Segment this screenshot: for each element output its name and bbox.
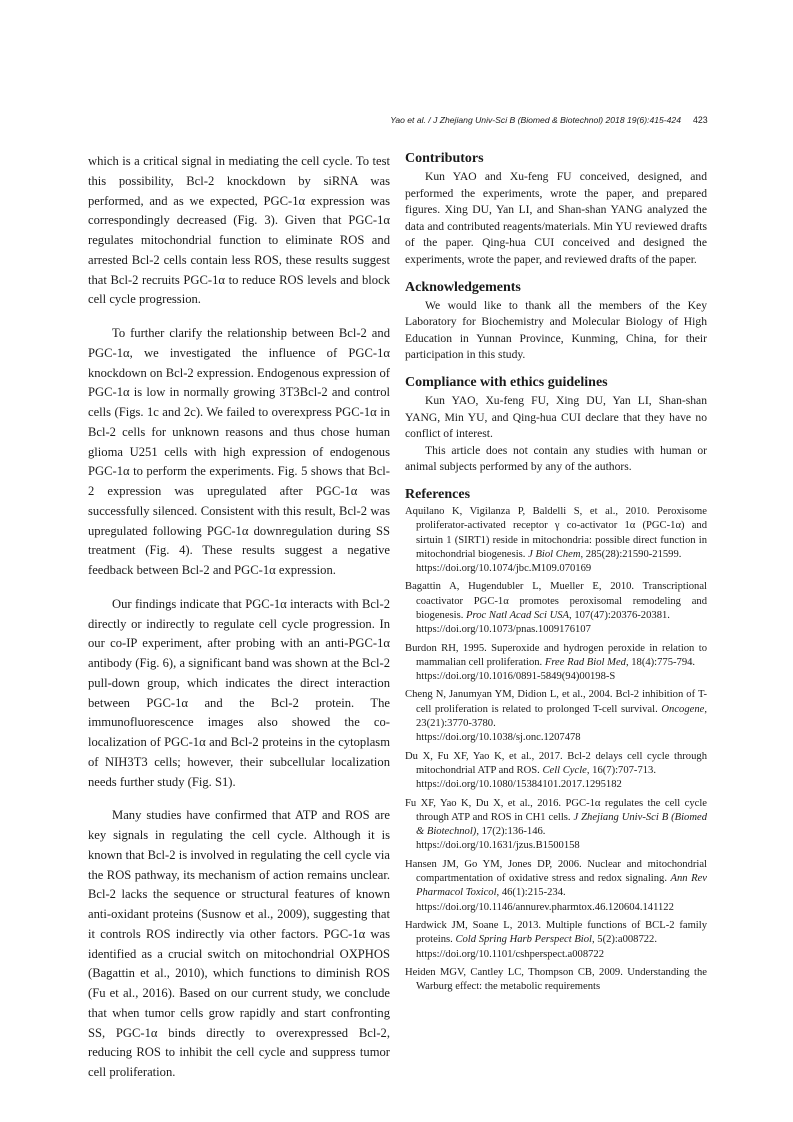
running-title: Yao et al. / J Zhejiang Univ-Sci B (Biomed & Biotechnol) 2018 19(6):415-424 bbox=[390, 115, 681, 125]
reference-doi[interactable]: https://doi.org/10.1080/15384101.2017.1295182 bbox=[416, 779, 622, 791]
reference-item: Cheng N, Janumyan YM, Didion L, et al., 2004. Bcl-2 inhibition of T-cell proliferation is related to prolonged T-cell survival. Oncogene, 23(21):3770-3780. https://doi.org/10.1038/sj.onc.1207478 bbox=[405, 688, 707, 745]
reference-doi[interactable]: https://doi.org/10.1038/sj.onc.1207478 bbox=[416, 732, 581, 744]
body-paragraph: To further clarify the relationship between Bcl-2 and PGC-1α, we investigated the influence of PGC-1α knockdown on Bcl-2 expression. Endogenous expression of PGC-1α is low in normally growing 3T3Bcl-2 and control cells (Figs. 1c and 2c). We failed to overexpress PGC-1α in Bcl-2 cells for unknown reasons and thus chose human glioma U251 cells with high expression of endogenous PGC-1α to perform the experiments. Fig. 5 shows that Bcl-2 expression was upregulated after PGC-1α was successfully silenced. Consistent with this result, Bcl-2 was upregulated following PGC-1α downregulation during SS treatment (Fig. 4). These results suggest a negative feedback between Bcl-2 and PGC-1α expression. bbox=[88, 326, 390, 577]
reference-item: Hardwick JM, Soane L, 2013. Multiple functions of BCL-2 family proteins. Cold Spring Harb Perspect Biol, 5(2):a008722. https://doi.org/10.1101/cshperspect.a008722 bbox=[405, 919, 707, 962]
reference-item: Burdon RH, 1995. Superoxide and hydrogen peroxide in relation to mammalian cell proliferation. Free Rad Biol Med, 18(4):775-794. https://doi.org/10.1016/0891-5849(94)00198-S bbox=[405, 642, 707, 685]
reference-doi[interactable]: https://doi.org/10.1101/cshperspect.a008722 bbox=[416, 948, 605, 960]
acknowledgements-text: We would like to thank all the members of the Key Laboratory for Biochemistry and Molecular Biology of High Education in Yunnan Province, Kunming, China, for their participation in this study. bbox=[405, 298, 707, 362]
page-number: 423 bbox=[693, 115, 708, 125]
acknowledgements-section bbox=[405, 279, 707, 364]
reference-item: Aquilano K, Vigilanza P, Baldelli S, et al., 2010. Peroxisome proliferator-activated receptor γ co-activator 1α (PGC-1α) and sirtuin 1 (SIRT1) reside in mitochondria: possible direct function in mitochondrial biogenesis. J Biol Chem, 285(28):21590-21599. https://doi.org/10.1074/jbc.M109.070169 bbox=[405, 505, 707, 576]
reference-item: Bagattin A, Hugendubler L, Mueller E, 2010. Transcriptional coactivator PGC-1α promotes peroxisomal remodeling and biogenesis. Proc Natl Acad Sci USA, 107(47):20376-20381. https://doi.org/10.1073/pnas.1009176107 bbox=[405, 580, 707, 637]
reference-item: Fu XF, Yao K, Du X, et al., 2016. PGC-1α regulates the cell cycle through ATP and ROS in CH1 cells. J Zhejiang Univ-Sci B (Biomed & Biotechnol), 17(2):136-146. https://doi.org/10.1631/jzus.B1500158 bbox=[405, 797, 707, 854]
body-paragraph: Many studies have confirmed that ATP and ROS are key signals in regulating the cell cycle. Although it is known that Bcl-2 is involved in regulating the cell cycle via the ROS pathway, its mechanism of action remains unclear. Bcl-2 lacks the sequence or structural features of known anti-oxidant proteins (Susnow et al., 2009), suggesting that it controls ROS indirectly via other factors. PGC-1α was identified as a crucial switch on mitochondrial OXPHOS (Bagattin et al., 2010), which functions to diminish ROS (Fu et al., 2016). Based on our current study, we conclude that when tumor cells grow rapidly and start confronting SS, PGC-1α binds directly to overexpressed Bcl-2, reducing ROS to inhibit the cell cycle and suppress tumor cell proliferation. bbox=[88, 808, 390, 1079]
reference-item: Du X, Fu XF, Yao K, et al., 2017. Bcl-2 delays cell cycle through mitochondrial ATP and ROS. Cell Cycle, 16(7):707-713. https://doi.org/10.1080/15384101.2017.1295182 bbox=[405, 750, 707, 793]
references-heading: References bbox=[405, 486, 471, 502]
reference-doi[interactable]: https://doi.org/10.1073/pnas.1009176107 bbox=[416, 624, 591, 636]
contributors-section bbox=[405, 150, 707, 269]
contributors-heading: Contributors bbox=[405, 151, 484, 166]
contributors-text: Kun YAO and Xu-feng FU conceived, designed, and performed the experiments, wrote the paper, and prepared figures. Xing DU, Yan LI, and Shan-shan YANG analyzed the data and contributed reagents/materials. Min YU reviewed drafts of the paper. Qing-hua CUI conceived and designed the experiments, wrote the paper, and reviewed drafts of the paper. bbox=[405, 170, 707, 266]
compliance-section bbox=[405, 374, 707, 476]
references-section bbox=[405, 486, 707, 995]
compliance-text: Kun YAO, Xu-feng FU, Xing DU, Yan LI, Shan-shan YANG, Min YU, and Qing-hua CUI declare that they have no conflict of interest. bbox=[405, 393, 707, 441]
left-column bbox=[88, 152, 390, 1083]
reference-doi[interactable]: https://doi.org/10.1146/annurev.pharmtox.46.120604.141122 bbox=[416, 901, 674, 913]
acknowledgements-heading: Acknowledgements bbox=[405, 279, 521, 295]
reference-list bbox=[405, 505, 707, 995]
reference-item: Heiden MGV, Cantley LC, Thompson CB, 2009. Understanding the Warburg effect: the metabolic requirements bbox=[405, 966, 707, 993]
compliance-text: This article does not contain any studies with human or animal subjects performed by any of the authors. bbox=[405, 443, 707, 474]
reference-item: Hansen JM, Go YM, Jones DP, 2006. Nuclear and mitochondrial compartmentation of oxidative stress and redox signaling. Ann Rev Pharmacol Toxicol, 46(1):215-234. https://doi.org/10.1146/annurev.pharmtox.46.120604.141122 bbox=[405, 858, 707, 915]
body-paragraph: Our findings indicate that PGC-1α interacts with Bcl-2 directly or indirectly to regulate cell cycle progression. In our co-IP experiment, after probing with an anti-PGC-1α antibody (Fig. 6), a significant band was shown at the Bcl-2 pull-down group, which indicates the direct interaction between PGC-1α and the Bcl-2 protein. The immunofluorescence images also showed the co-localization of PGC-1α and Bcl-2 proteins in the cytoplasm of NIH3T3 cells; however, their subcellular localization needs further study (Fig. S1). bbox=[88, 596, 390, 789]
reference-doi[interactable]: https://doi.org/10.1074/jbc.M109.070169 bbox=[416, 563, 592, 575]
compliance-heading: Compliance with ethics guidelines bbox=[405, 374, 608, 390]
running-header bbox=[0, 115, 793, 129]
reference-doi[interactable]: https://doi.org/10.1631/jzus.B1500158 bbox=[416, 840, 580, 852]
body-paragraph: which is a critical signal in mediating the cell cycle. To test this possibility, Bcl-2 knockdown by siRNA was performed, and as we expected, PGC-1α expression was correspondingly decreased (Fig. 3). Given that PGC-1α regulates mitochondrial function to eliminate ROS and arrested Bcl-2 cells contain less ROS, these results suggest that Bcl-2 recruits PGC-1α to reduce ROS levels and block cell cycle progression. bbox=[88, 154, 390, 307]
right-column bbox=[405, 150, 707, 998]
reference-doi[interactable]: https://doi.org/10.1016/0891-5849(94)00198-S bbox=[416, 671, 616, 683]
